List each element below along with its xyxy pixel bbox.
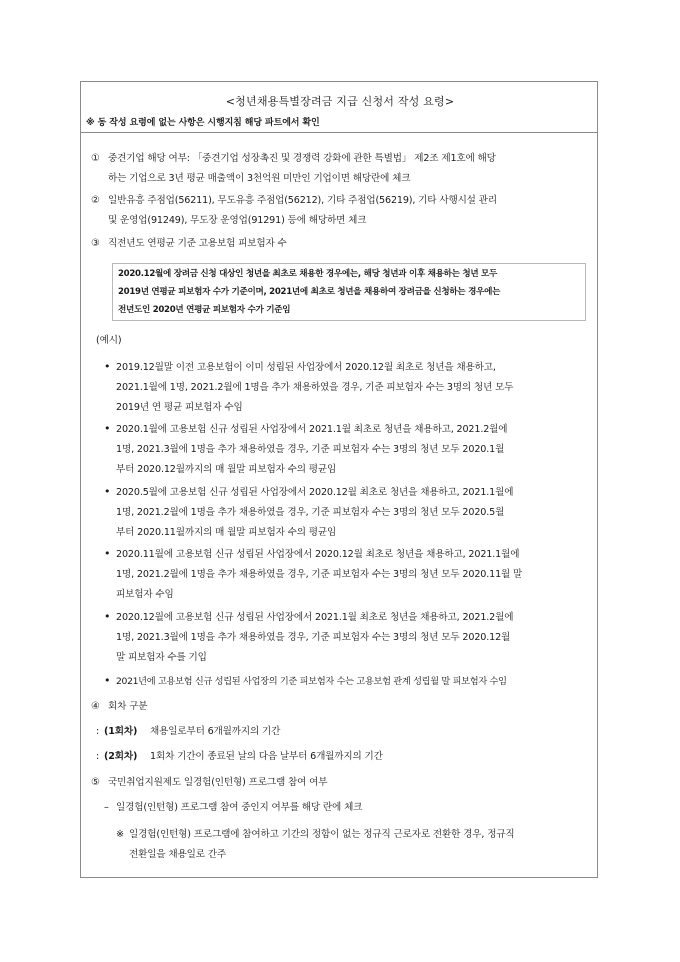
round-2-text: 1회차 기간이 종료된 날의 다음 날부터 6개월까지의 기간 <box>150 751 383 762</box>
item-2-number: ② <box>91 195 100 206</box>
item-5-dash: – <box>104 802 109 813</box>
bullet-3-line-3: 부터 2020.11월까지의 매 월말 피보험자 수의 평균임 <box>116 527 337 538</box>
round-1-text: 채용일로부터 6개월까지의 기간 <box>150 726 281 737</box>
bullet-1-line-1: 2019.12월말 이전 고용보험이 이미 성립된 사업장에서 2020.12월 최초로 청년을 채용하고, <box>116 362 496 373</box>
round-2-colon: : <box>96 751 100 762</box>
bullet-5-marker: • <box>104 610 111 623</box>
bullet-6-marker: • <box>104 674 111 687</box>
bullet-2-line-3: 부터 2020.12월까지의 매 월말 피보험자 수의 평균임 <box>116 464 337 475</box>
bullet-4-marker: • <box>104 547 111 560</box>
item-3-number: ③ <box>91 238 100 249</box>
bullet-1-line-2: 2021.1월에 1명, 2021.2월에 1명을 추가 채용하였을 경우, 기준 피보험자 수는 3명의 청년 모두 <box>116 382 514 393</box>
bullet-1-line-3: 2019년 연 평균 피보험자 수임 <box>116 402 243 413</box>
item-5-note-mark: ※ <box>116 829 124 840</box>
bullet-3-line-1: 2020.5월에 고용보험 신규 성립된 사업장에서 2020.12월 최초로 청년을 채용하고, 2021.1월에 <box>116 487 514 498</box>
round-1-label: (1회차) <box>104 726 138 737</box>
bullet-5-line-2: 1명, 2021.3월에 1명을 추가 채용하였을 경우, 기준 피보험자 수는 3명의 청년 모두 2020.12월 <box>116 632 511 643</box>
round-2-label: (2회차) <box>104 751 138 762</box>
item-1-line-2: 하는 기업으로 3년 평균 매출액이 3천억원 미만인 기업이면 해당란에 체크 <box>108 173 411 184</box>
item-4-number: ④ <box>91 701 100 712</box>
example-label: (예시) <box>96 335 122 346</box>
bullet-6-line-1: 2021년에 고용보험 신규 성립된 사업장의 기준 피보험자 수는 고용보험 관계 성립월 말 피보험자 수임 <box>116 676 507 687</box>
bullet-4-line-2: 1명, 2021.2월에 1명을 추가 채용하였을 경우, 기준 피보험자 수는 3명의 청년 모두 2020.11월 말 <box>116 569 523 580</box>
item-5-note-line-2: 전환일을 채용일로 간주 <box>129 849 226 860</box>
bullet-3-marker: • <box>104 485 111 498</box>
item-5-number: ⑤ <box>91 777 100 788</box>
criteria-box-line-2: 2019년 연평균 피보험자 수가 기준이며, 2021년에 최초로 청년을 채용하여 장려금을 신청하는 경우에는 <box>118 287 501 297</box>
criteria-box-line-3: 전년도인 2020년 연평균 피보험자 수가 기준임 <box>118 305 291 315</box>
notice-text: ※ 동 작성 요령에 없는 사항은 시행지침 해당 파트에서 확인 <box>86 118 320 128</box>
bullet-2-marker: • <box>104 422 111 435</box>
title-divider <box>80 132 598 133</box>
bullet-5-line-1: 2020.12월에 고용보험 신규 성립된 사업장에서 2021.1월 최초로 청년을 채용하고, 2021.2월에 <box>116 612 514 623</box>
item-5-note-line-1: 일경험(인턴형) 프로그램에 참여하고 기간의 정함이 없는 정규직 근로자로 전환한 경우, 정규직 <box>129 829 515 840</box>
round-1-colon: : <box>96 726 100 737</box>
item-3-line-1: 직전년도 연평균 기준 고용보험 피보험자 수 <box>108 238 287 249</box>
item-2-line-2: 및 운영업(91249), 무도장 운영업(91291) 등에 해당하면 체크 <box>108 215 367 226</box>
item-1-line-1: 중견기업 해당 여부: 「중견기업 성장촉진 및 경쟁력 강화에 관한 특별법」 제2조 제1호에 해당 <box>108 153 496 164</box>
document-title: <청년채용특별장려금 지급 신청서 작성 요령> <box>225 95 455 108</box>
item-5-line-1: 국민취업지원제도 일경험(인턴형) 프로그램 참여 여부 <box>108 777 328 788</box>
item-2-line-1: 일반유흥 주점업(56211), 무도유흥 주점업(56212), 기타 주점업(56219), 기타 사행시설 관리 <box>108 195 497 206</box>
bullet-4-line-3: 피보험자 수임 <box>116 589 174 600</box>
bullet-2-line-1: 2020.1월에 고용보험 신규 성립된 사업장에서 2021.1월 최초로 청년을 채용하고, 2021.2월에 <box>116 424 508 435</box>
item-5-sub-text: 일경험(인턴형) 프로그램 참여 중인지 여부를 해당 란에 체크 <box>116 802 363 813</box>
bullet-4-line-1: 2020.11월에 고용보험 신규 성립된 사업장에서 2020.12월 최초로 청년을 채용하고, 2021.1월에 <box>116 549 520 560</box>
bullet-2-line-2: 1명, 2021.3월에 1명을 추가 채용하였을 경우, 기준 피보험자 수는 3명의 청년 모두 2020.1월 <box>116 444 505 455</box>
bullet-3-line-2: 1명, 2021.2월에 1명을 추가 채용하였을 경우, 기준 피보험자 수는 3명의 청년 모두 2020.5월 <box>116 507 505 518</box>
bullet-5-line-3: 말 피보험자 수를 기입 <box>116 652 207 663</box>
item-4-line-1: 회차 구분 <box>108 701 148 712</box>
criteria-box-line-1: 2020.12월에 장려금 신청 대상인 청년을 최초로 채용한 경우에는, 해당 청년과 이후 채용하는 청년 모두 <box>118 269 498 279</box>
item-1-number: ① <box>91 153 100 164</box>
bullet-1-marker: • <box>104 360 111 373</box>
